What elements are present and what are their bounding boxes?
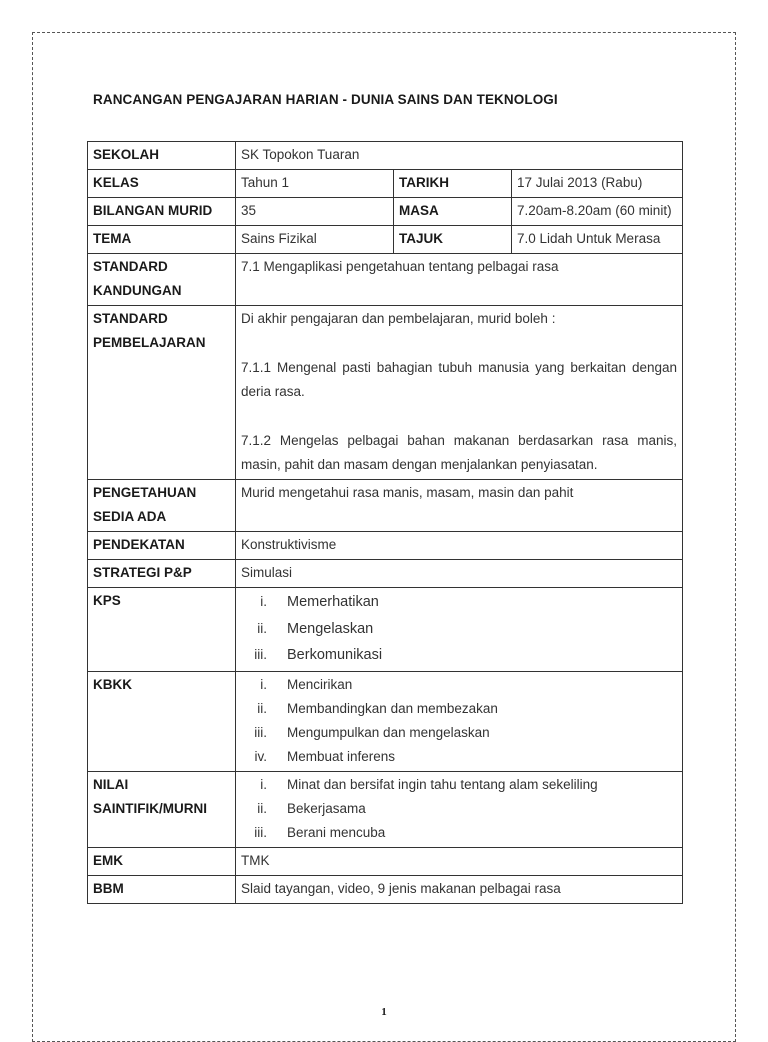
value-standard-pembelajaran [236,306,683,480]
value-masa: 7.20am-8.20am (60 minit) [512,198,683,226]
list-number: ii. [257,800,267,816]
label-line: KANDUNGAN [93,283,182,298]
table-row [88,847,683,875]
label-tema: TEMA [88,226,236,254]
list-number: i. [260,676,267,692]
list-item [241,673,677,697]
label-line: PEMBELAJARAN [93,335,206,350]
value-bilangan-murid: 35 [236,198,394,226]
list-item [241,589,677,616]
document-title: RANCANGAN PENGAJARAN HARIAN - DUNIA SAINS DAN TEKNOLOGI [93,92,558,107]
table-row [88,198,683,226]
list-item [241,821,677,845]
table-row [88,671,683,771]
label-bbm: BBM [88,875,236,903]
label-line: NILAI [93,776,129,792]
value-tema: Sains Fizikal [236,226,394,254]
label-kps: KPS [88,588,236,672]
label-strategi: STRATEGI P&P [88,560,236,588]
value-sekolah: SK Topokon Tuaran [236,142,683,170]
list-text: Bekerjasama [287,800,366,816]
value-tajuk: 7.0 Lidah Untuk Merasa [512,226,683,254]
label-standard-pembelajaran [88,306,236,480]
label-nilai [88,771,236,847]
label-tarikh: TARIKH [394,170,512,198]
objective-intro: Di akhir pengajaran dan pembelajaran, murid boleh : [241,311,556,326]
list-number: iii. [254,647,267,662]
label-line: SEDIA ADA [93,509,167,524]
list-item [241,721,677,745]
label-emk: EMK [88,847,236,875]
list-text: Mengelaskan [287,620,374,637]
value-nilai [236,771,683,847]
value-bbm: Slaid tayangan, video, 9 jenis makanan pelbagai rasa [236,875,683,903]
label-masa: MASA [394,198,512,226]
label-tajuk: TAJUK [394,226,512,254]
label-sekolah: SEKOLAH [88,142,236,170]
table-row [88,875,683,903]
list-number: i. [260,776,267,792]
label-pendekatan: PENDEKATAN [88,532,236,560]
table-row [88,480,683,532]
list-number: i. [260,594,267,609]
label-kbkk: KBKK [88,671,236,771]
table-row [88,254,683,306]
nilai-list [241,773,677,845]
objective-1: 7.1.1 Mengenal pasti bahagian tubuh manusia yang berkaitan dengan deria rasa. [241,360,677,399]
lesson-plan-table [87,141,683,904]
list-text: Berani mencuba [287,824,386,840]
objective-2: 7.1.2 Mengelas pelbagai bahan makanan berdasarkan rasa manis, masin, pahit dan masam dengan menjalankan penyiasatan. [241,433,677,472]
page-number: 1 [381,1006,387,1018]
list-item [241,773,677,797]
list-text: Mengumpulkan dan mengelaskan [287,724,490,740]
kbkk-list [241,673,677,769]
table-row [88,532,683,560]
list-number: ii. [257,700,267,716]
table-row [88,588,683,672]
list-text: Minat dan bersifat ingin tahu tentang alam sekeliling [287,776,598,792]
list-number: ii. [257,620,267,636]
list-text: Mencirikan [287,676,353,692]
label-line: SAINTIFIK/MURNI [93,800,207,816]
list-item [241,697,677,721]
label-bilangan-murid: BILANGAN MURID [88,198,236,226]
value-kbkk [236,671,683,771]
label-kelas: KELAS [88,170,236,198]
value-kps [236,588,683,672]
value-standard-kandungan: 7.1 Mengaplikasi pengetahuan tentang pelbagai rasa [236,254,683,306]
value-pendekatan: Konstruktivisme [236,532,683,560]
list-item [241,642,677,669]
label-line: STANDARD [93,259,168,274]
table-row [88,771,683,847]
list-number: iii. [254,824,267,840]
value-tarikh: 17 Julai 2013 (Rabu) [512,170,683,198]
label-pengetahuan-sedia-ada [88,480,236,532]
list-number: iv. [254,748,267,764]
list-text: Berkomunikasi [287,647,383,663]
list-number: iii. [254,724,267,740]
value-pengetahuan-sedia-ada: Murid mengetahui rasa manis, masam, masin dan pahit [236,480,683,532]
list-text: Membuat inferens [287,748,396,764]
label-standard-kandungan [88,254,236,306]
label-line: PENGETAHUAN [93,485,197,500]
value-strategi: Simulasi [236,560,683,588]
value-emk: TMK [236,847,683,875]
list-text: Memerhatikan [287,594,379,610]
kps-list [241,589,677,669]
table-row [88,142,683,170]
table-row [88,560,683,588]
value-kelas: Tahun 1 [236,170,394,198]
table-row [88,306,683,480]
list-item [241,616,677,643]
list-text: Membandingkan dan membezakan [287,700,498,716]
label-line: STANDARD [93,311,168,326]
table-row [88,226,683,254]
list-item [241,745,677,769]
list-item [241,797,677,821]
table-row [88,170,683,198]
